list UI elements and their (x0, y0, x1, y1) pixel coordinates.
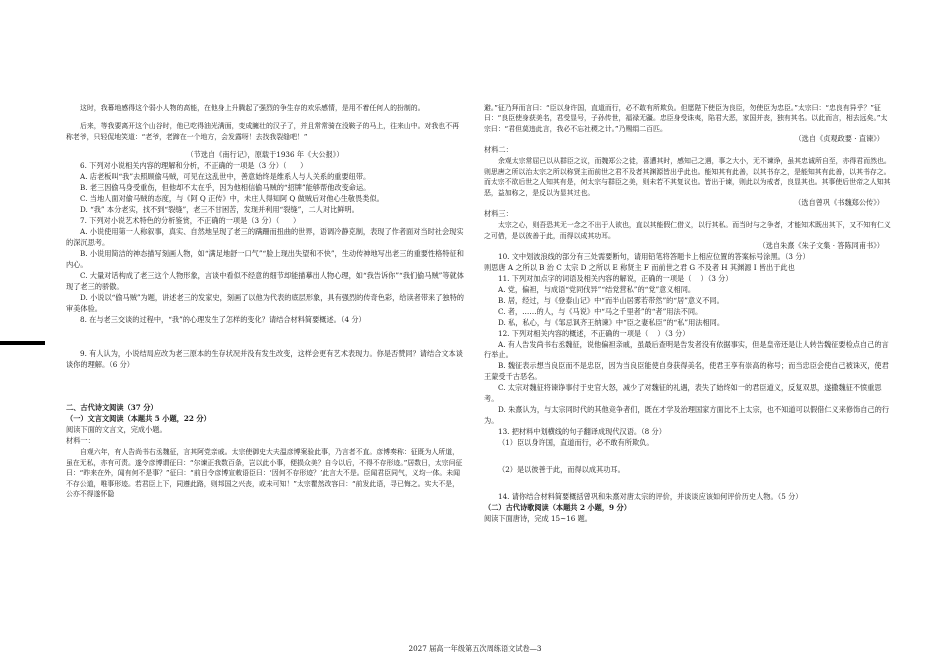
option-11b: B. 居，经过，与《登泰山记》中“而半山居雾若带然”的“居”意义不同。 (498, 295, 724, 305)
material-1-continued: 避。”征乃拜而言曰：“臣以身许国，直道而行，必不敢有所欺负。但愿陛下使臣为良臣，勿使臣为忠臣。”太宗曰：“忠良有异乎？”征曰：“良臣使身获美名，君受显号，子孙传世，福禄无疆。忠臣身受诛夷，陷君大恶，家国并丧，独有其名。以此而言，相去远矣。”太宗曰：“君但莫违此言，我必不忘社稷之计。”乃赐绢二百匹。 (484, 104, 888, 133)
question-7: 7. 下列对小说艺术特色的分析鉴赏，不正确的一项是（3 分）（ ） (80, 216, 301, 226)
source-note: （选自朱熹《朱子文集 · 答陈同甫书》） (758, 241, 884, 251)
question-9: 9. 有人认为，小说结局应改为老三原本的生存状况并没有发生改变，这样会更有艺术表现力。你是否赞同？请结合文本谈谈你的理解。（6 分） (66, 349, 463, 370)
option-6a: A. 店老板叫“我”去照顾偷马贼，可见在这乱世中，善意始终是维系人与人关系的重要纽带。 (80, 172, 371, 182)
question-6: 6. 下列对小说相关内容的理解和分析，不正确的一项是（3 分）（ ） (80, 161, 308, 171)
story-paragraph: 这时，我幕地感得这个弱小人物的高能，在他身上升腾起了强烈的争生存的欢乐感情，是用不着任何人的扮制的。 (80, 104, 425, 112)
option-7c: C. 大量对话构成了老三这个人物形象，言谈中看似不经意的细节却能描摹出人物心理，如“我告诉你”“我们偷马贼”等就体现了老三的骄傲。 (66, 270, 464, 291)
story-paragraph: 后来，等我要离开这个山谷时，他已吃得油光满面，变成臃壮的汉子了，并且常常骑在没鞍子的马上，往来山中。对我也不再称老爷，只轻侃地笑道：“老爷，老蹄在一个地方，会发露呀！去找我裂缝吧！” (66, 122, 459, 141)
question-14: 14. 请你结合材料简要概括曾巩和朱熹对唐太宗的评价，并谈谈应该如何评价历史人物。（5 分） (498, 491, 803, 501)
section-heading: 二、古代诗文阅读（37 分） (66, 403, 158, 413)
question-10: 10. 文中划波浪线的部分有三处需要断句，请用铅笔将答题卡上相应位置的答案标号涂黑。（3 分） (498, 252, 810, 262)
subsection-heading: （一）文言文阅读（本题共 5 小题，22 分） (66, 414, 211, 424)
instruction: 阅读下面的文言文，完成小题。 (66, 425, 167, 435)
option-11a: A. 党，偏袒，与成语“党同伐异”“结党营私”的“党”意义相同。 (498, 284, 696, 294)
binding-margin-bar (0, 341, 45, 345)
option-6b: B. 老三因偷马身受重伤，但他却不太在乎，因为他相信偷马贼的“招牌”能够帮他改变命运。 (80, 183, 371, 193)
option-7d: D. 小说以“偷马贼”为题，讲述老三的发家史，刻画了以他为代表的底层形象，具有强烈的传奇色彩，给读者带来了独特的审美体验。 (66, 292, 464, 313)
option-11d: D. 私，私心，与《邹忌讽齐王纳谏》中“臣之妻私臣”的“私”用法相同。 (498, 317, 725, 327)
question-11: 11. 下列对加点字的词语及相关内容的解说，正确的一项是（ ）（3 分） (498, 273, 733, 283)
option-12b: B. 魏征表示想当良臣而不是忠臣，因为当良臣能使自身获得美名，使君王享有崇高的称号；而当忠臣会使自己被诛灭，使君王蒙受千古恶名。 (484, 361, 889, 382)
question-8: 8. 在与老三交谈的过程中，“我”的心理发生了怎样的变化？请结合材料简要概述。（4 分） (80, 314, 366, 324)
option-12c: C. 太宗对魏征将谏诤事付于史官大怒，减少了对魏征的礼遇，表失了始终如一的君臣道义，反复双思，遂撒魏征不愤重思考。 (484, 383, 882, 404)
option-7a: A. 小说使用第一人称叙事，真实、自然地呈现了老三的蹒跚而扭曲的世界，语调冷静克制，表现了作者面对当时社会现实的深沉思考。 (66, 227, 464, 247)
source-note: （选自《贞观政要 · 直谏》） (794, 134, 884, 144)
material-2-text: 余观太宗常屈已以从群臣之议，而魏郑公之徒，喜遭其时，感知己之遇，事之大小，无不谏诤，虽其忠诚所自至，亦得君而然也。则思唐之所以治太宗之所以称贤主而前世之君不及者其渊源皆出乎此也。能知其有此善，以其书存之，是能知其有此善，以其书存之。而太宗不欲后世之人知其有是，何太宗与群臣之美，则未若不其复议也。皆出于谏，则此以为戒者，良显其也。其事使后世帝之人知其恶，益加称之，是反以为显其过也。 (484, 157, 891, 197)
option-12a: A. 有人告发尚书右丞魏征，说他偏袒亲戚，虽最后查明是告发者没有依据事实，但是皇帝还是让人转告魏征要检点自己的言行举止。 (484, 339, 889, 360)
option-6c: C. 当地人面对偷马贼的态度，与《阿 Q 正传》中，未庄人得知阿 Q 做贼后对他心生敬畏类似。 (80, 194, 384, 204)
subsection-heading: （二）古代诗歌阅读（本题共 2 小题，9 分） (484, 502, 631, 512)
question-12: 12. 下列对相关内容的概述，不正确的一项是（ ）（3 分） (498, 328, 690, 338)
option-6d: D. “我” 本分老实，找不到“裂缝”，老三不甘困苦，发现并利用“裂缝”，二人对比鲜明。 (80, 205, 359, 215)
page-footer: 2027 届高一年级第五次周练语文试卷—3 (408, 644, 542, 653)
source-note: （节选自《南行记》，原载于1936 年《大公报》） (186, 150, 344, 160)
material-3-text: 太宗之心，则吾恐其无一念之不出于人欲也，直以其能假仁借义，以行其私。而当时与之争者，才能知术既出其下，又不知有仁义之可借，是以彼善于此，而得以成其功耳。 (484, 221, 891, 240)
material-label: 材料一： (66, 436, 95, 446)
question-13: 13. 把材料中划横线的句子翻译成现代汉语。（8 分） (498, 427, 666, 437)
question-13-item: （1）臣以身许国，直道而行，必不敢有所欺负。 (498, 437, 654, 447)
question-13-item: （2）是以彼善于此，而得以成其功耳。 (498, 464, 625, 474)
option-12d: D. 朱熹认为，与太宗同时代的其他竞争者们，既在才学及治理国家方面比不上太宗，也不知道可以假借仁义来修饰自己的行为。 (484, 405, 890, 426)
question-10-sentence: 则思唐 A 之所以 B 治 C 太宗 D 之所以 E 称贤主 F 而前世之君 G 不及者 H 其渊源 I 皆出于此也 (484, 262, 795, 272)
option-11c: C. 者，……的人，与《马说》中“马之千里者”的“者”用法不同。 (498, 306, 703, 316)
material-label: 材料二： (484, 145, 513, 155)
left-column (66, 103, 464, 500)
right-column (484, 103, 892, 525)
option-7b: B. 小说用简洁的神态描写刻画人物，如“满足地舒一口气”“脸上现出失望和不快”，生动传神地写出老三的重要性格特征和内心。 (66, 248, 464, 269)
source-note: （选自曾巩《书魏郑公传》） (794, 198, 884, 208)
material-label: 材料三： (484, 209, 513, 219)
material-1-text: 自观六年，有人告尚书右丞魏征，言其阿党亲戚。太宗使御史大夫温彦博案验此事，乃言者不直。彦博奏称：征既为人所道，虽在无私，亦有可责。遂令彦博谓征曰：“尔谏正我数百条，岂以此小事，便损众美？自今以后，不得不存形迹。”居数日，太宗问征曰：“昨来在外，闻有何不是事？”征曰：“前日令彦博宣敕语臣曰：‘因何不存形迹？’此言大不是。臣闻君臣同气，义均一体。未闻不存公道，唯事形迹。若君臣上下，同遵此路，则邦国之兴丧，或未可知！”太宗瞿然改容曰：“前发此语，寻已悔之。实大不是，公亦不得遂怀隐 (66, 448, 463, 499)
instruction: 阅读下面唐诗，完成 15~16 题。 (484, 513, 592, 523)
